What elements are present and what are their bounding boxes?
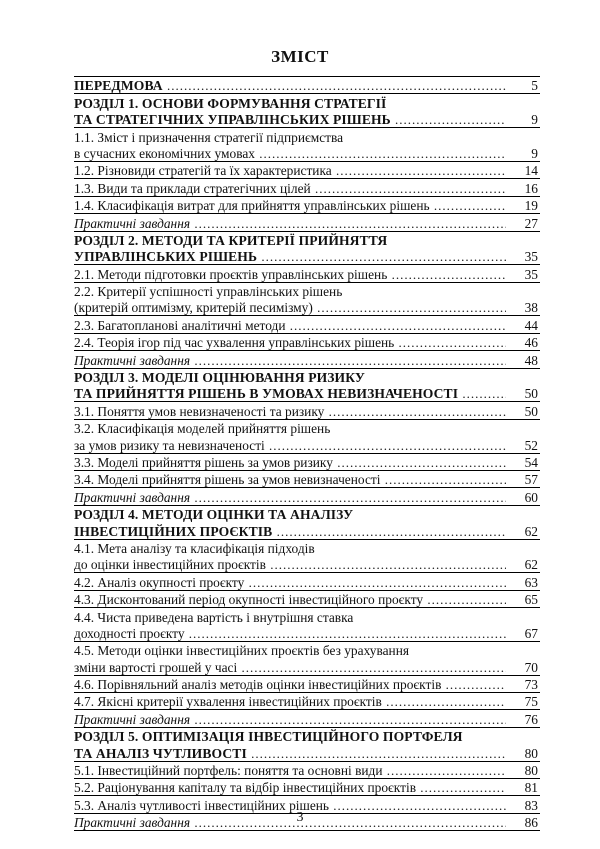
toc-entry-cell xyxy=(74,179,506,196)
toc-entry-cell xyxy=(74,744,506,761)
dot-leader xyxy=(266,557,506,572)
toc-row xyxy=(74,402,540,419)
toc-page-number: 80 xyxy=(506,761,540,778)
toc-row xyxy=(74,608,540,625)
toc-entry-cell xyxy=(74,522,506,539)
dot-leader xyxy=(286,318,506,333)
toc-entry-label: (критерій оптимізму, критерій песимізму) xyxy=(74,300,313,316)
toc-entry-label: 4.3. Дисконтований період окупності інвестиційного проєкту xyxy=(74,592,424,608)
toc-row xyxy=(74,436,540,453)
toc-row xyxy=(74,333,540,350)
toc-entry-cell xyxy=(74,248,506,265)
dot-leader xyxy=(244,575,506,590)
toc-row xyxy=(74,368,540,385)
toc-page-number: 67 xyxy=(524,625,538,641)
toc-entry-cell xyxy=(74,402,506,419)
dot-leader xyxy=(430,198,506,213)
toc-entry-label: 1.4. Класифікація витрат для прийняття управлінських рішень xyxy=(74,198,430,214)
toc-entry-cell xyxy=(74,111,506,128)
practical-tasks-label: Практичні завдання xyxy=(74,215,191,231)
toc-body xyxy=(74,77,540,831)
practical-tasks-label: Практичні завдання xyxy=(74,489,191,505)
dot-leader xyxy=(265,438,506,453)
practical-tasks-label: Практичні завдання xyxy=(74,352,191,368)
dot-leader xyxy=(332,163,506,178)
toc-row xyxy=(74,744,540,761)
toc-row xyxy=(74,658,540,675)
toc-row xyxy=(74,727,540,744)
toc-row xyxy=(74,556,540,573)
toc-row xyxy=(74,214,540,231)
section-heading: ІНВЕСТИЦІЙНИХ ПРОЄКТІВ xyxy=(74,523,273,539)
section-heading: ПЕРЕДМОВА xyxy=(74,78,163,94)
toc-entry-cell xyxy=(74,128,506,145)
toc-page-number: 76 xyxy=(506,710,540,727)
toc-page-number xyxy=(506,727,540,744)
toc-entry-cell xyxy=(74,505,506,522)
toc-row xyxy=(74,453,540,470)
dot-leader xyxy=(324,404,506,419)
toc-row xyxy=(74,94,540,111)
toc-entry-label: 2.3. Багатопланові аналітичні методи xyxy=(74,317,286,333)
toc-page-number: 80 xyxy=(524,745,538,761)
toc-entry-label: 3.4. Моделі прийняття рішень за умов невизначеності xyxy=(74,472,381,488)
toc-entry-label: 3.3. Моделі прийняття рішень за умов ризику xyxy=(74,454,333,470)
toc-page-number: 9 xyxy=(531,145,538,161)
toc-entry-cell xyxy=(74,351,506,368)
dot-leader xyxy=(247,746,506,761)
toc-entry-cell xyxy=(74,282,506,299)
dot-leader xyxy=(441,677,506,692)
dot-leader xyxy=(383,763,506,778)
dot-leader xyxy=(458,386,506,401)
toc-entry-cell xyxy=(74,196,506,213)
toc-page-number: 50 xyxy=(524,386,538,402)
dot-leader xyxy=(255,146,506,161)
toc-page-number xyxy=(506,419,540,436)
toc-entry-cell xyxy=(74,470,506,487)
toc-entry-cell xyxy=(74,556,506,573)
dot-leader xyxy=(272,524,506,539)
toc-entry-label: 3.2. Класифікація моделей прийняття рішень xyxy=(74,421,331,437)
toc-row xyxy=(74,179,540,196)
section-heading: ТА СТРАТЕГІЧНИХ УПРАВЛІНСЬКИХ РІШЕНЬ xyxy=(74,112,391,128)
toc-entry-cell xyxy=(74,779,506,796)
toc-page-number: 54 xyxy=(506,453,540,470)
toc-entry-label: за умов ризику та невизначеності xyxy=(74,437,265,453)
dot-leader xyxy=(387,267,506,282)
toc-page-number xyxy=(506,608,540,625)
toc-entry-cell xyxy=(74,727,506,744)
toc-page-number xyxy=(506,368,540,385)
section-heading: РОЗДІЛ 1. ОСНОВИ ФОРМУВАННЯ СТРАТЕГІЇ xyxy=(74,95,387,111)
toc-row xyxy=(74,675,540,692)
toc-entry-cell xyxy=(74,265,506,282)
toc-entry-cell xyxy=(74,385,506,402)
toc-row xyxy=(74,539,540,556)
toc-page-number: 57 xyxy=(506,470,540,487)
toc-entry-cell xyxy=(74,608,506,625)
toc-page-number xyxy=(506,282,540,299)
toc-entry-cell xyxy=(74,77,506,94)
toc-row xyxy=(74,625,540,642)
toc-page-number: 14 xyxy=(506,161,540,178)
toc-entry-label: 2.4. Теорія ігор під час ухвалення управлінських рішень xyxy=(74,335,395,351)
dot-leader xyxy=(237,660,506,675)
toc-entry-cell xyxy=(74,299,506,316)
toc-entry-cell xyxy=(74,419,506,436)
toc-entry-cell xyxy=(74,693,506,710)
dot-leader xyxy=(190,353,506,368)
toc-entry-cell xyxy=(74,436,506,453)
toc-row xyxy=(74,282,540,299)
toc-entry-label: 4.1. Мета аналізу та класифікація підходів xyxy=(74,540,315,556)
toc-row xyxy=(74,265,540,282)
table-of-contents xyxy=(74,76,540,831)
section-heading: РОЗДІЛ 4. МЕТОДИ ОЦІНКИ ТА АНАЛІЗУ xyxy=(74,507,354,523)
toc-entry-cell xyxy=(74,573,506,590)
toc-row xyxy=(74,710,540,727)
toc-row xyxy=(74,351,540,368)
toc-page-number: 83 xyxy=(506,796,540,813)
toc-row xyxy=(74,299,540,316)
toc-page-number xyxy=(506,641,540,658)
section-heading: ТА АНАЛІЗ ЧУТЛИВОСТІ xyxy=(74,745,247,761)
toc-page-number xyxy=(506,539,540,556)
toc-row xyxy=(74,779,540,796)
dot-leader xyxy=(333,455,506,470)
toc-row xyxy=(74,419,540,436)
toc-entry-cell xyxy=(74,710,506,727)
toc-entry-label: 4.5. Методи оцінки інвестиційних проєктів без урахування xyxy=(74,643,410,659)
dot-leader xyxy=(313,300,506,315)
toc-page-number: 44 xyxy=(506,316,540,333)
toc-row xyxy=(74,316,540,333)
toc-entry-cell xyxy=(74,658,506,675)
toc-row xyxy=(74,522,540,539)
toc-row xyxy=(74,77,540,94)
practical-tasks-label: Практичні завдання xyxy=(74,815,191,831)
toc-page-number: 62 xyxy=(524,557,538,573)
toc-page-number: 50 xyxy=(506,402,540,419)
dot-leader xyxy=(380,472,506,487)
toc-entry-cell xyxy=(74,161,506,178)
toc-page-number: 73 xyxy=(506,675,540,692)
practical-tasks-label: Практичні завдання xyxy=(74,711,191,727)
dot-leader xyxy=(423,592,506,607)
dot-leader xyxy=(416,780,506,795)
section-heading: ТА ПРИЙНЯТТЯ РІШЕНЬ В УМОВАХ НЕВИЗНАЧЕНОСТІ xyxy=(74,386,459,402)
toc-page-number: 60 xyxy=(506,488,540,505)
toc-entry-label: 4.6. Порівняльний аналіз методів оцінки інвестиційних проєктів xyxy=(74,677,442,693)
toc-entry-label: 2.2. Критерії успішності управлінських рішень xyxy=(74,284,343,300)
toc-page-number: 19 xyxy=(506,196,540,213)
toc-entry-label: зміни вартості грошей у часі xyxy=(74,659,238,675)
toc-page-number: 63 xyxy=(506,573,540,590)
toc-page-number xyxy=(506,505,540,522)
toc-entry-label: в сучасних економічних умовах xyxy=(74,145,255,161)
page-number: 3 xyxy=(296,810,304,825)
toc-row xyxy=(74,161,540,178)
toc-page-number: 75 xyxy=(506,693,540,710)
toc-row xyxy=(74,505,540,522)
dot-leader xyxy=(394,335,506,350)
section-heading: РОЗДІЛ 3. МОДЕЛІ ОЦІНЮВАННЯ РИЗИКУ xyxy=(74,370,365,386)
dot-leader xyxy=(382,694,506,709)
toc-row xyxy=(74,111,540,128)
toc-row xyxy=(74,248,540,265)
toc-page-number: 65 xyxy=(506,590,540,607)
toc-entry-cell xyxy=(74,94,506,111)
toc-entry-label: 5.2. Раціонування капіталу та відбір інвестиційних проєктів xyxy=(74,780,417,796)
toc-entry-cell xyxy=(74,316,506,333)
toc-entry-cell xyxy=(74,453,506,470)
toc-entry-cell xyxy=(74,641,506,658)
toc-row xyxy=(74,693,540,710)
dot-leader xyxy=(311,181,506,196)
toc-entry-cell xyxy=(74,675,506,692)
toc-page-number: 48 xyxy=(506,351,540,368)
toc-row xyxy=(74,385,540,402)
toc-row xyxy=(74,196,540,213)
dot-leader xyxy=(190,490,506,505)
toc-page-number xyxy=(506,128,540,145)
toc-entry-label: 1.3. Види та приклади стратегічних цілей xyxy=(74,180,311,196)
toc-entry-label: 5.3. Аналіз чутливості інвестиційних рішень xyxy=(74,797,330,813)
dot-leader xyxy=(257,249,506,264)
dot-leader xyxy=(185,626,506,641)
toc-page-number: 27 xyxy=(506,214,540,231)
toc-entry-cell xyxy=(74,368,506,385)
toc-page-number: 81 xyxy=(506,779,540,796)
toc-row xyxy=(74,231,540,248)
section-heading: УПРАВЛІНСЬКИХ РІШЕНЬ xyxy=(74,249,258,265)
toc-entry-cell xyxy=(74,145,506,162)
toc-entry-cell xyxy=(74,214,506,231)
toc-row xyxy=(74,128,540,145)
toc-page-number: 52 xyxy=(524,437,538,453)
toc-entry-label: 4.2. Аналіз окупності проєкту xyxy=(74,574,245,590)
section-heading: РОЗДІЛ 2. МЕТОДИ ТА КРИТЕРІЇ ПРИЙНЯТТЯ xyxy=(74,232,388,248)
toc-entry-label: 2.1. Методи підготовки проєктів управлінських рішень xyxy=(74,266,388,282)
toc-row xyxy=(74,145,540,162)
toc-entry-label: до оцінки інвестиційних проєктів xyxy=(74,557,266,573)
toc-entry-cell xyxy=(74,333,506,350)
toc-row xyxy=(74,761,540,778)
toc-row xyxy=(74,573,540,590)
toc-entry-cell xyxy=(74,231,506,248)
toc-page-number: 5 xyxy=(506,77,540,94)
toc-page-number: 35 xyxy=(524,249,538,265)
toc-page-number xyxy=(506,231,540,248)
toc-entry-cell xyxy=(74,488,506,505)
toc-entry-cell xyxy=(74,590,506,607)
dot-leader xyxy=(163,78,506,93)
toc-entry-cell xyxy=(74,761,506,778)
dot-leader xyxy=(391,112,506,127)
toc-row xyxy=(74,470,540,487)
toc-page-number: 46 xyxy=(506,333,540,350)
toc-page-number: 9 xyxy=(531,112,538,128)
toc-entry-label: доходності проєкту xyxy=(74,625,185,641)
toc-page-number: 16 xyxy=(506,179,540,196)
toc-row xyxy=(74,590,540,607)
toc-page-number: 62 xyxy=(524,523,538,539)
toc-page-number: 38 xyxy=(524,300,538,316)
toc-entry-label: 4.7. Якісні критерії ухвалення інвестиційних проєктів xyxy=(74,694,382,710)
section-heading: РОЗДІЛ 5. ОПТИМІЗАЦІЯ ІНВЕСТИЦІЙНОГО ПОРТФЕЛЯ xyxy=(74,729,463,745)
toc-entry-label: 3.1. Поняття умов невизначеності та ризику xyxy=(74,403,325,419)
toc-page-number: 70 xyxy=(524,659,538,675)
toc-row xyxy=(74,641,540,658)
page-title: ЗМІСТ xyxy=(271,47,329,66)
toc-page-number: 86 xyxy=(506,813,540,830)
toc-page-number: 35 xyxy=(506,265,540,282)
toc-page-number xyxy=(506,94,540,111)
toc-entry-label: 1.2. Різновиди стратегій та їх характеристика xyxy=(74,163,332,179)
toc-entry-label: 5.1. Інвестиційний портфель: поняття та основні види xyxy=(74,763,383,779)
toc-entry-cell xyxy=(74,539,506,556)
toc-row xyxy=(74,488,540,505)
toc-entry-label: 1.1. Зміст і призначення стратегії підприємства xyxy=(74,129,344,145)
toc-entry-label: 4.4. Чиста приведена вартість і внутрішня ставка xyxy=(74,609,354,625)
toc-entry-cell xyxy=(74,625,506,642)
dot-leader xyxy=(190,712,506,727)
dot-leader xyxy=(190,216,506,231)
